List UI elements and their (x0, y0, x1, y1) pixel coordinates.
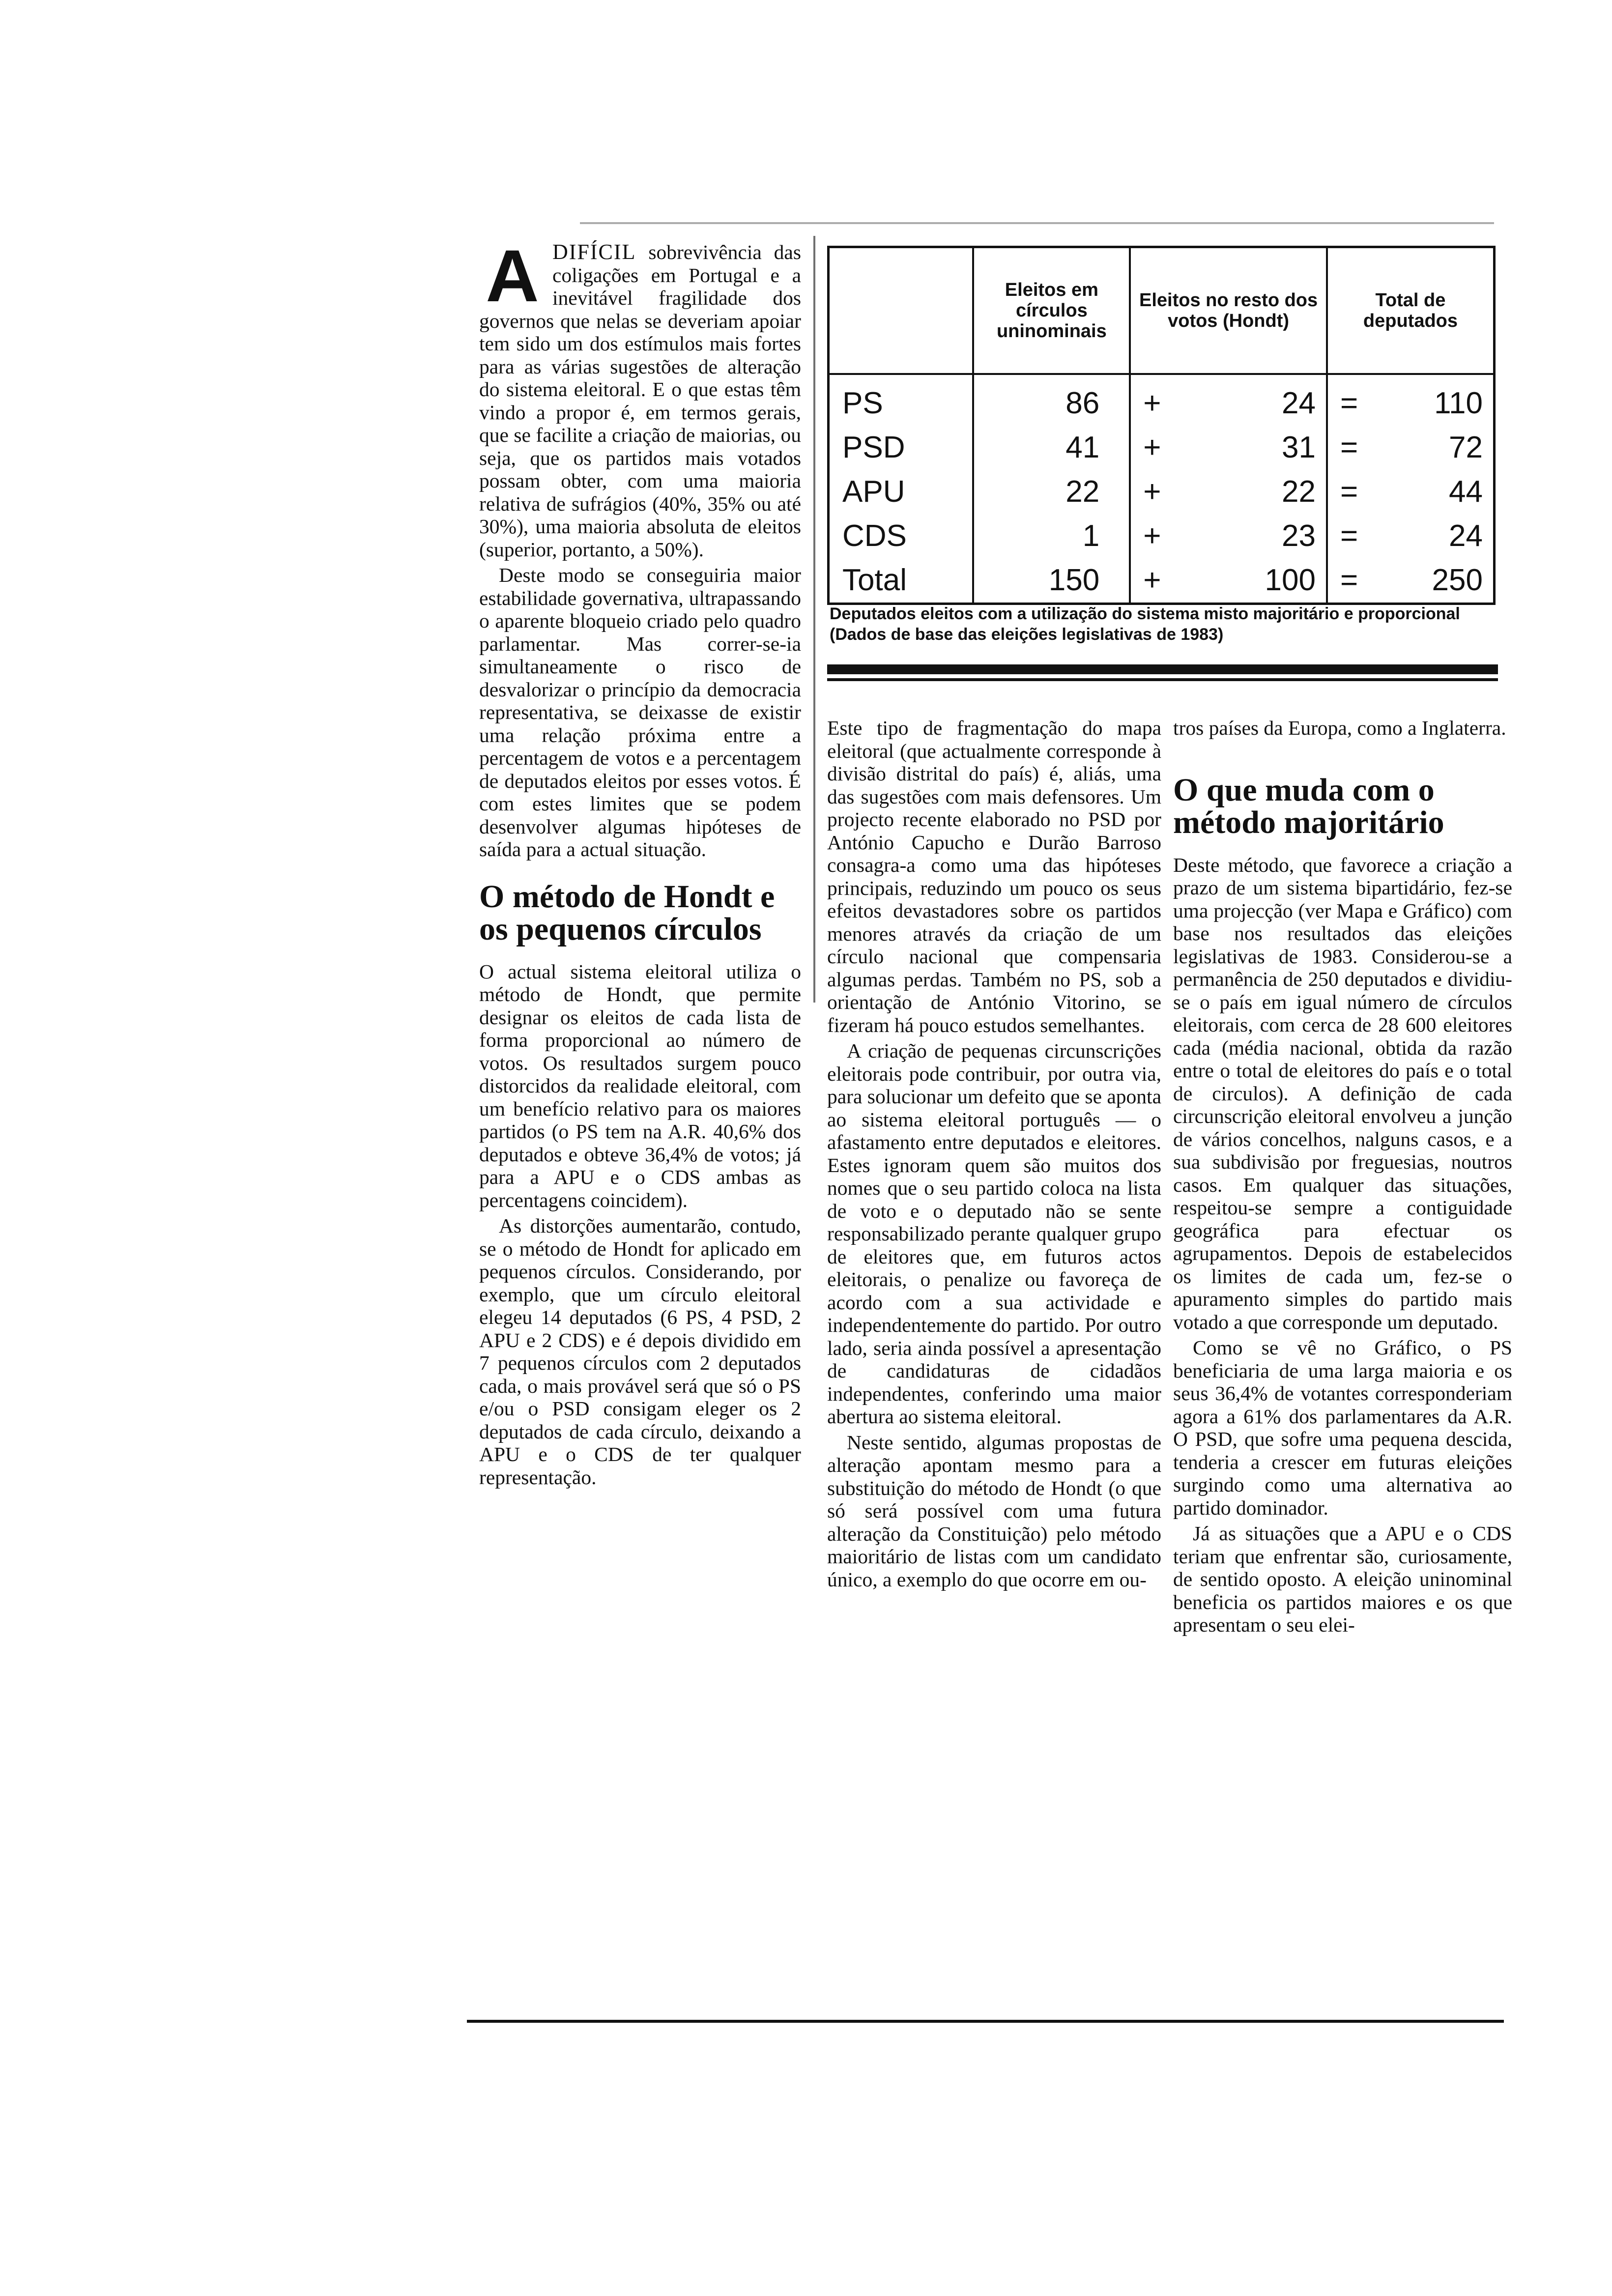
row-remainder-cell (1130, 470, 1327, 514)
article-column-2 (827, 717, 1161, 1594)
article-paragraph: tros países da Europa, como a Inglaterra. (1173, 717, 1506, 739)
row-total-cell (1327, 374, 1495, 426)
row-remainder-cell (1130, 558, 1327, 604)
equals-sign: = (1340, 386, 1358, 420)
row-total: 44 (1449, 475, 1483, 509)
header-party (829, 247, 974, 374)
table-row (829, 374, 1495, 426)
article-paragraph: Este tipo de fragmentação do mapa eleitoral (que actualmente corresponde à divisão distrital do país) é, aliás, uma das sugestões com mais defensores. Um projecto recente elaborado no PSD por António Capucho e Durão Barroso consagra-a como uma das hipóteses principais, reduzindo um pouco os seus efeitos devastadores sobre os partidos menores através da criação de um círculo nacional que compensaria algumas perdas. Também no PS, sob a orientação de António Vitorino, se fizeram há pouco estudos semelhantes. (827, 717, 1161, 1036)
row-party: Total (829, 558, 974, 604)
table-rule-thick (827, 664, 1498, 674)
plus-sign: + (1143, 563, 1161, 597)
row-total: 24 (1449, 519, 1483, 553)
equals-sign: = (1340, 430, 1358, 464)
article-paragraph: Neste sentido, algumas propostas de alteração apontam mesmo para a substituição do método de Hondt (o que só será possível com uma futura alteração da Constituição) pelo método maioritário de listas com um candidato único, a exemplo do que ocorre em ou- (827, 1431, 1161, 1591)
article-paragraph: A criação de pequenas circunscrições eleitorais pode contribuir, por outra via, para solucionar um defeito que se aponta ao sistema eleitoral português — o afastamento entre deputados e eleitores. Estes ignoram quem são muitos dos nomes que o seu partido coloca na lista de voto e o deputado não se sente responsabilizado perante qualquer grupo de eleitores que, em futuros actos eleitorais, o penalize ou favoreça de acordo com a sua actividade e independentemente do partido. Por outro lado, seria ainda possível a apresentação de candidaturas de cidadãos independentes, conferindo uma maior abertura ao sistema eleitoral. (827, 1039, 1161, 1428)
row-total-cell (1327, 514, 1495, 558)
article-paragraph: O actual sistema eleitoral utiliza o método de Hondt, que permite designar os eleitos de cada lista de forma proporcional ao número de votos. Os resultados surgem pouco distorcidos da realidade eleitoral, com um benefício relativo para os maiores partidos (o PS tem na A.R. 40,6% dos deputados e obteve 36,4% de votos; já para a APU e o CDS ambas as percentagens coincidem). (479, 960, 801, 1211)
article-intro (479, 234, 801, 561)
header-total: Total de deputados (1327, 247, 1495, 374)
equals-sign: = (1340, 519, 1358, 553)
article-paragraph: Como se vê no Gráfico, o PS beneficiaria de uma larga maioria e os seus 36,4% de votantes corresponderiam agora a 61% dos parlamentares da A.R. O PSD, que sofre uma pequena descida, tenderia a crescer em futuras eleições surgindo como uma alternativa ao partido dominador. (1173, 1336, 1512, 1519)
row-uninominal: 22 (973, 470, 1130, 514)
row-remainder-cell (1130, 374, 1327, 426)
row-party: CDS (829, 514, 974, 558)
table-row (829, 426, 1495, 470)
row-remainder: 23 (1281, 519, 1316, 553)
row-uninominal: 86 (973, 374, 1130, 426)
section-heading-hondt: O método de Hondt e os pequenos círculos (479, 878, 775, 947)
row-total: 110 (1434, 386, 1483, 420)
header-remainder: Eleitos no resto dos votos (Hondt) (1130, 247, 1327, 374)
section-heading-majoritario: O que muda com o método majoritário (1173, 772, 1444, 840)
table-row (829, 470, 1495, 514)
table-caption: Deputados eleitos com a utilização do sistema misto majoritário e proporcional (Dados de base das eleições legislativas de 1983) (830, 604, 1460, 644)
bottom-rule (467, 2020, 1504, 2023)
article-paragraph: Deste método, que favorece a criação a prazo de um sistema bipartidário, fez-se uma projecção (ver Mapa e Gráfico) com base nos resultados das eleições legislativas de 1983. Considerou-se a permanência de 250 deputados e dividiu-se o país em igual número de círculos eleitorais, com cerca de 28 600 eleitores cada (média nacional, obtida da razão entre o total de eleitores do país e o total de circulos). A definição de cada circunscrição eleitoral envolveu a junção de vários concelhos, nalguns casos, e a sua subdivisão por freguesias, noutros casos. Em qualquer das situações, respeitou-se sempre a contiguidade geográfica para efectuar os agrupamentos. Depois de estabelecidos os limites de cada um, fez-se o apuramento simples do partido mais votado a que corresponde um deputado. (1173, 853, 1512, 1333)
top-rule (580, 222, 1494, 224)
row-remainder-cell (1130, 426, 1327, 470)
equals-sign: = (1340, 563, 1358, 597)
row-total-cell (1327, 558, 1495, 604)
row-total-cell (1327, 426, 1495, 470)
row-uninominal: 1 (973, 514, 1130, 558)
plus-sign: + (1143, 386, 1161, 420)
row-remainder: 24 (1281, 386, 1316, 420)
article-paragraph: As distorções aumentarão, contudo, se o método de Hondt for aplicado em pequenos círculos. Considerando, por exemplo, que um círculo eleitoral elegeu 14 deputados (6 PS, 4 PSD, 2 APU e 2 CDS) e é depois dividido em 7 pequenos círculos com 2 deputados cada, o mais provável será que só o PS e/ou o PSD consigam eleger os 2 deputados de cada círculo, deixando a APU e o CDS de ter qualquer representação. (479, 1214, 801, 1489)
article-column-1 (479, 234, 801, 1492)
table-rule-thin (827, 678, 1498, 681)
row-total: 250 (1432, 563, 1483, 597)
plus-sign: + (1143, 430, 1161, 464)
drop-cap: A (486, 234, 539, 317)
equals-sign: = (1340, 475, 1358, 509)
seat-distribution-table (827, 246, 1496, 605)
row-remainder: 100 (1265, 563, 1316, 597)
row-party: PSD (829, 426, 974, 470)
column-divider (813, 236, 815, 1003)
plus-sign: + (1143, 475, 1161, 509)
row-total-cell (1327, 470, 1495, 514)
intro-lead-word: DIFÍCIL (552, 240, 636, 264)
row-remainder-cell (1130, 514, 1327, 558)
row-remainder: 31 (1281, 430, 1316, 464)
article-column-3 (1173, 717, 1512, 1639)
row-total: 72 (1449, 430, 1483, 464)
row-uninominal: 150 (973, 558, 1130, 604)
row-party: PS (829, 374, 974, 426)
plus-sign: + (1143, 519, 1161, 553)
table-header-row (829, 247, 1495, 374)
article-paragraph: Já as situações que a APU e o CDS teriam que enfrentar são, curiosamente, de sentido oposto. A eleição uninominal beneficia os partidos maiores e os que apresentam o seu elei- (1173, 1522, 1512, 1636)
header-uninominal: Eleitos em círculos uninominais (973, 247, 1130, 374)
table-row (829, 514, 1495, 558)
row-remainder: 22 (1281, 475, 1316, 509)
row-party: APU (829, 470, 974, 514)
row-uninominal: 41 (973, 426, 1130, 470)
table-row (829, 558, 1495, 604)
article-paragraph: Deste modo se conseguiria maior estabilidade governativa, ultrapassando o aparente bloqueio criado pelo quadro parlamentar. Mas correr-se-ia simultaneamente o risco de desvalorizar o princípio da democracia representativa, se deixasse de existir uma relação próxima entre a percentagem de votos e a percentagem de deputados eleitos por esses votos. É com estes limites que se podem desenvolver algumas hipóteses de saída para a actual situação. (479, 564, 801, 861)
intro-text: sobrevivência das coligações em Portugal e a inevitável fragilidade dos governos que nelas se deveriam apoiar tem sido um dos estímulos mais fortes para as várias sugestões de alteração do sistema eleitoral. E o que estas têm vindo a propor é, em termos gerais, que se facilite a criação de maiorias, ou seja, que os partidos mais votados possam obter, com uma maioria relativa de sufrágios (40%, 35% ou até 30%), uma maioria absoluta de eleitos (superior, portanto, a 50%). (479, 241, 801, 561)
